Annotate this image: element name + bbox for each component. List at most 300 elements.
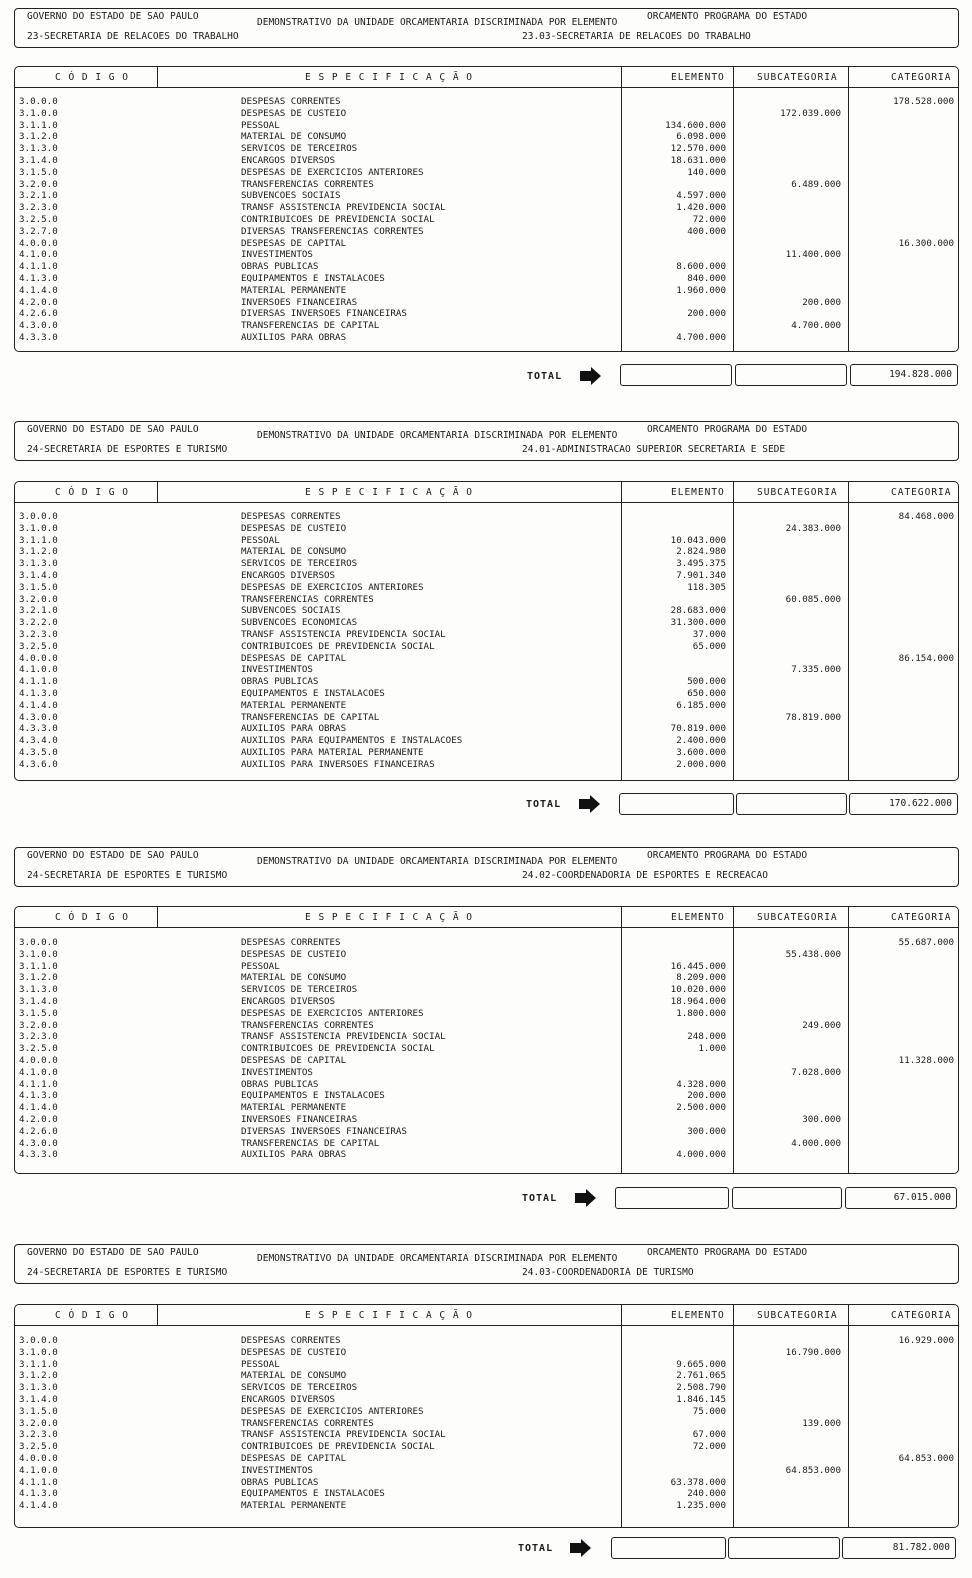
- row-elemento: 10.020.000: [670, 984, 726, 996]
- row-especificacao: DESPESAS DE CAPITAL: [241, 1055, 347, 1066]
- row-elemento: 8.600.000: [676, 261, 726, 273]
- row-code: 3.0.0.0: [19, 511, 58, 522]
- row-elemento: 8.209.000: [676, 972, 726, 984]
- row-especificacao: SERVICOS DE TERCEIROS: [241, 558, 358, 570]
- table-row: [15, 1090, 958, 1102]
- report-title: DEMONSTRATIVO DA UNIDADE ORCAMENTARIA DISCRIMINADA POR ELEMENTO: [257, 430, 618, 441]
- table-row: [15, 535, 958, 547]
- row-especificacao: PESSOAL: [241, 1358, 280, 1370]
- row-elemento: 2.508.790: [676, 1382, 726, 1394]
- row-code: 3.2.3.0: [19, 1429, 58, 1441]
- row-code: 4.1.3.0: [19, 688, 58, 699]
- row-especificacao: MATERIAL DE CONSUMO: [241, 972, 347, 984]
- row-code: 3.2.5.0: [19, 1043, 58, 1055]
- row-subcategoria: 55.438.000: [785, 948, 841, 960]
- table-row: [15, 688, 958, 700]
- row-code: 4.3.0.0: [19, 320, 58, 332]
- table-row: [15, 653, 958, 665]
- table-row: [15, 582, 958, 594]
- table-row: [15, 1031, 958, 1043]
- row-elemento: 2.500.000: [676, 1102, 726, 1114]
- total-box: [845, 1187, 957, 1209]
- row-especificacao: MATERIAL DE CONSUMO: [241, 1370, 347, 1382]
- total-sub-box: [732, 1187, 842, 1209]
- row-code: 4.1.1.0: [19, 261, 58, 273]
- table-row: [15, 1500, 958, 1512]
- row-especificacao: DIVERSAS TRANSFERENCIAS CORRENTES: [241, 225, 424, 237]
- row-especificacao: AUXILIOS PARA OBRAS: [241, 723, 347, 735]
- row-code: 3.1.4.0: [19, 155, 58, 166]
- row-elemento: 9.665.000: [676, 1358, 726, 1370]
- total-elemento-box: [611, 1537, 726, 1559]
- row-elemento: 1.960.000: [676, 284, 726, 296]
- row-especificacao: INVESTIMENTOS: [241, 1464, 313, 1476]
- row-code: 3.1.4.0: [19, 1394, 58, 1405]
- row-especificacao: INVERSOES FINANCEIRAS: [241, 1114, 358, 1125]
- row-especificacao: TRANSF ASSISTENCIA PREVIDENCIA SOCIAL: [241, 629, 446, 640]
- row-code: 4.0.0.0: [19, 237, 58, 249]
- row-code: 4.2.0.0: [19, 296, 58, 308]
- row-code: 4.3.3.0: [19, 723, 58, 735]
- row-code: 3.1.0.0: [19, 522, 58, 534]
- table-row: [15, 676, 958, 688]
- section-header: [14, 847, 959, 887]
- row-categoria: 16.929.000: [898, 1335, 954, 1346]
- row-especificacao: PESSOAL: [241, 960, 280, 972]
- row-elemento: 1.846.145: [676, 1394, 726, 1405]
- row-especificacao: MATERIAL PERMANENTE: [241, 1500, 347, 1512]
- row-elemento: 31.300.000: [670, 617, 726, 629]
- total-value: 170.622.000: [889, 798, 952, 809]
- row-elemento: 65.000: [692, 640, 726, 652]
- row-subcategoria: 7.335.000: [791, 664, 841, 676]
- row-categoria: 11.328.000: [898, 1055, 954, 1066]
- row-elemento: 18.631.000: [670, 155, 726, 166]
- row-code: 3.2.3.0: [19, 1031, 58, 1043]
- total-sub-box: [735, 364, 847, 386]
- row-code: 4.1.0.0: [19, 664, 58, 676]
- table-row: [15, 120, 958, 132]
- row-especificacao: TRANSF ASSISTENCIA PREVIDENCIA SOCIAL: [241, 1429, 446, 1441]
- row-code: 3.2.3.0: [19, 202, 58, 214]
- row-elemento: 1.420.000: [676, 202, 726, 214]
- col-subcategoria: SUBCATEGORIA: [757, 1310, 838, 1321]
- row-elemento: 72.000: [692, 214, 726, 225]
- budget-program-title: ORCAMENTO PROGRAMA DO ESTADO: [647, 11, 808, 22]
- table-row: [15, 949, 958, 961]
- row-code: 4.3.0.0: [19, 711, 58, 723]
- row-especificacao: AUXILIOS PARA OBRAS: [241, 1149, 347, 1161]
- budget-table: [14, 906, 959, 1174]
- table-row: [15, 1418, 958, 1430]
- row-especificacao: TRANSFERENCIAS DE CAPITAL: [241, 1137, 380, 1149]
- government-title: GOVERNO DO ESTADO DE SAO PAULO: [27, 424, 199, 435]
- row-especificacao: DESPESAS DE EXERCICIOS ANTERIORES: [241, 1405, 424, 1417]
- row-code: 4.1.3.0: [19, 273, 58, 284]
- row-categoria: 178.528.000: [893, 96, 954, 107]
- row-especificacao: DESPESAS DE CUSTEIO: [241, 522, 347, 534]
- col-categoria: CATEGORIA: [891, 1310, 952, 1321]
- table-row: [15, 1370, 958, 1382]
- row-especificacao: DIVERSAS INVERSOES FINANCEIRAS: [241, 1125, 407, 1137]
- row-especificacao: SUBVENCOES SOCIAIS: [241, 605, 341, 617]
- row-code: 4.0.0.0: [19, 1453, 58, 1464]
- total-sub-box: [736, 793, 847, 815]
- row-especificacao: INVERSOES FINANCEIRAS: [241, 296, 358, 308]
- government-title: GOVERNO DO ESTADO DE SAO PAULO: [27, 850, 199, 861]
- row-code: 3.2.0.0: [19, 1417, 58, 1429]
- row-elemento: 2.761.065: [676, 1370, 726, 1382]
- table-row: [15, 1429, 958, 1441]
- table-row: [15, 190, 958, 202]
- row-especificacao: DESPESAS DE EXERCICIOS ANTERIORES: [241, 1007, 424, 1019]
- table-row: [15, 143, 958, 155]
- row-code: 3.2.1.0: [19, 190, 58, 202]
- row-code: 4.1.0.0: [19, 1464, 58, 1476]
- row-elemento: 200.000: [687, 308, 726, 320]
- row-code: 3.1.2.0: [19, 131, 58, 143]
- row-subcategoria: 4.000.000: [791, 1137, 841, 1149]
- row-especificacao: INVESTIMENTOS: [241, 664, 313, 676]
- total-label: TOTAL: [526, 799, 562, 810]
- table-row: [15, 605, 958, 617]
- row-especificacao: DESPESAS DE CUSTEIO: [241, 107, 347, 119]
- row-code: 3.1.5.0: [19, 1007, 58, 1019]
- table-row: [15, 131, 958, 143]
- row-especificacao: EQUIPAMENTOS E INSTALACOES: [241, 1488, 385, 1500]
- row-subcategoria: 200.000: [802, 296, 841, 308]
- report-title: DEMONSTRATIVO DA UNIDADE ORCAMENTARIA DISCRIMINADA POR ELEMENTO: [257, 17, 618, 28]
- row-especificacao: CONTRIBUICOES DE PREVIDENCIA SOCIAL: [241, 1043, 435, 1055]
- section-header: [14, 421, 959, 461]
- row-code: 4.1.4.0: [19, 284, 58, 296]
- row-especificacao: TRANSFERENCIAS CORRENTES: [241, 593, 374, 605]
- row-especificacao: DESPESAS DE CAPITAL: [241, 652, 347, 664]
- row-especificacao: DESPESAS DE CAPITAL: [241, 1453, 347, 1464]
- table-row: [15, 712, 958, 724]
- row-especificacao: DESPESAS CORRENTES: [241, 96, 341, 107]
- row-code: 3.1.1.0: [19, 1358, 58, 1370]
- table-row: [15, 1335, 958, 1347]
- row-subcategoria: 64.853.000: [785, 1464, 841, 1476]
- table-row: [15, 155, 958, 167]
- row-especificacao: TRANSFERENCIAS CORRENTES: [241, 178, 374, 190]
- table-row: [15, 167, 958, 179]
- table-row: [15, 249, 958, 261]
- row-especificacao: SERVICOS DE TERCEIROS: [241, 1382, 358, 1394]
- unit-name: 24.03-COORDENADORIA DE TURISMO: [522, 1267, 694, 1278]
- row-especificacao: TRANSFERENCIAS DE CAPITAL: [241, 711, 380, 723]
- table-row: [15, 511, 958, 523]
- row-code: 4.1.0.0: [19, 249, 58, 261]
- row-elemento: 16.445.000: [670, 960, 726, 972]
- row-code: 3.1.1.0: [19, 534, 58, 546]
- secretaria-name: 24-SECRETARIA DE ESPORTES E TURISMO: [27, 444, 228, 455]
- unit-name: 24.02-COORDENADORIA DE ESPORTES E RECREACAO: [522, 870, 768, 881]
- row-code: 3.1.5.0: [19, 166, 58, 178]
- secretaria-name: 24-SECRETARIA DE ESPORTES E TURISMO: [27, 870, 228, 881]
- row-especificacao: CONTRIBUICOES DE PREVIDENCIA SOCIAL: [241, 640, 435, 652]
- row-especificacao: CONTRIBUICOES DE PREVIDENCIA SOCIAL: [241, 1441, 435, 1453]
- row-subcategoria: 16.790.000: [785, 1346, 841, 1358]
- table-row: [15, 747, 958, 759]
- row-code: 4.3.3.0: [19, 1149, 58, 1161]
- row-especificacao: DESPESAS DE CUSTEIO: [241, 1346, 347, 1358]
- table-row: [15, 558, 958, 570]
- report-title: DEMONSTRATIVO DA UNIDADE ORCAMENTARIA DISCRIMINADA POR ELEMENTO: [257, 856, 618, 867]
- row-especificacao: TRANSFERENCIAS CORRENTES: [241, 1019, 374, 1031]
- government-title: GOVERNO DO ESTADO DE SAO PAULO: [27, 11, 199, 22]
- row-especificacao: DESPESAS CORRENTES: [241, 937, 341, 948]
- table-row: [15, 1114, 958, 1126]
- row-elemento: 70.819.000: [670, 723, 726, 735]
- row-code: 3.1.4.0: [19, 996, 58, 1007]
- table-row: [15, 937, 958, 949]
- col-elemento: ELEMENTO: [671, 72, 725, 83]
- row-subcategoria: 7.028.000: [791, 1066, 841, 1078]
- row-code: 4.1.1.0: [19, 1476, 58, 1488]
- row-elemento: 200.000: [687, 1090, 726, 1102]
- secretaria-name: 24-SECRETARIA DE ESPORTES E TURISMO: [27, 1267, 228, 1278]
- row-especificacao: AUXILIOS PARA MATERIAL PERMANENTE: [241, 747, 424, 758]
- row-especificacao: AUXILIOS PARA EQUIPAMENTOS E INSTALACOES: [241, 735, 463, 747]
- row-code: 3.1.3.0: [19, 984, 58, 996]
- row-especificacao: ENCARGOS DIVERSOS: [241, 155, 336, 166]
- col-elemento: ELEMENTO: [671, 912, 725, 923]
- row-especificacao: PESSOAL: [241, 534, 280, 546]
- row-elemento: 28.683.000: [670, 605, 726, 617]
- row-especificacao: AUXILIOS PARA INVERSOES FINANCEIRAS: [241, 758, 435, 770]
- col-elemento: ELEMENTO: [671, 1310, 725, 1321]
- table-row: [15, 308, 958, 320]
- table-row: [15, 1347, 958, 1359]
- col-codigo: C Ó D I G O: [55, 1310, 129, 1321]
- total-label: TOTAL: [522, 1193, 558, 1204]
- table-row: [15, 1102, 958, 1114]
- table-row: [15, 261, 958, 273]
- table-row: [15, 996, 958, 1008]
- table-row: [15, 723, 958, 735]
- table-row: [15, 332, 958, 344]
- col-categoria: CATEGORIA: [891, 912, 952, 923]
- row-code: 4.3.4.0: [19, 735, 58, 747]
- row-especificacao: DESPESAS DE CAPITAL: [241, 237, 347, 249]
- row-code: 4.2.0.0: [19, 1114, 58, 1125]
- row-subcategoria: 172.039.000: [780, 107, 841, 119]
- row-code: 4.1.0.0: [19, 1066, 58, 1078]
- budget-table: [14, 1304, 959, 1528]
- total-sub-box: [728, 1537, 840, 1559]
- row-code: 3.1.1.0: [19, 119, 58, 131]
- row-especificacao: MATERIAL PERMANENTE: [241, 699, 347, 711]
- row-code: 4.3.0.0: [19, 1137, 58, 1149]
- table-row: [15, 735, 958, 747]
- row-especificacao: ENCARGOS DIVERSOS: [241, 996, 336, 1007]
- total-box: [849, 793, 958, 815]
- total-elemento-box: [620, 364, 732, 386]
- row-especificacao: SUBVENCOES SOCIAIS: [241, 190, 341, 202]
- table-row: [15, 285, 958, 297]
- total-elemento-box: [619, 793, 734, 815]
- budget-table: [14, 481, 959, 781]
- row-code: 4.3.6.0: [19, 758, 58, 770]
- unit-name: 24.01-ADMINISTRACAO SUPERIOR SECRETARIA E SEDE: [522, 444, 786, 455]
- row-elemento: 1.800.000: [676, 1007, 726, 1019]
- row-especificacao: SERVICOS DE TERCEIROS: [241, 984, 358, 996]
- row-code: 3.1.0.0: [19, 948, 58, 960]
- row-elemento: 1.235.000: [676, 1500, 726, 1512]
- row-elemento: 4.700.000: [676, 332, 726, 343]
- table-row: [15, 1488, 958, 1500]
- row-especificacao: TRANSF ASSISTENCIA PREVIDENCIA SOCIAL: [241, 1031, 446, 1043]
- row-code: 3.2.5.0: [19, 640, 58, 652]
- row-especificacao: OBRAS PUBLICAS: [241, 676, 319, 688]
- row-elemento: 67.000: [692, 1429, 726, 1441]
- row-code: 4.1.4.0: [19, 1500, 58, 1512]
- col-codigo: C Ó D I G O: [55, 912, 129, 923]
- table-row: [15, 759, 958, 771]
- total-value: 67.015.000: [893, 1192, 951, 1203]
- row-elemento: 3.600.000: [676, 747, 726, 758]
- row-especificacao: TRANSFERENCIAS DE CAPITAL: [241, 320, 380, 332]
- table-row: [15, 238, 958, 250]
- row-code: 4.1.1.0: [19, 1078, 58, 1090]
- row-especificacao: SUBVENCOES ECONOMICAS: [241, 617, 358, 629]
- table-row: [15, 214, 958, 226]
- table-row: [15, 1055, 958, 1067]
- table-row: [15, 1043, 958, 1055]
- row-especificacao: AUXILIOS PARA OBRAS: [241, 332, 347, 343]
- col-especificacao: E S P E C I F I C A Ç Ã O: [305, 1310, 473, 1321]
- row-code: 4.1.1.0: [19, 676, 58, 688]
- row-especificacao: DIVERSAS INVERSOES FINANCEIRAS: [241, 308, 407, 320]
- row-code: 3.1.3.0: [19, 1382, 58, 1394]
- col-especificacao: E S P E C I F I C A Ç Ã O: [305, 912, 473, 923]
- table-row: [15, 546, 958, 558]
- row-code: 3.2.5.0: [19, 1441, 58, 1453]
- row-elemento: 75.000: [692, 1405, 726, 1417]
- row-code: 3.2.0.0: [19, 1019, 58, 1031]
- table-row: [15, 1441, 958, 1453]
- table-row: [15, 108, 958, 120]
- table-row: [15, 570, 958, 582]
- row-elemento: 4.328.000: [676, 1078, 726, 1090]
- row-elemento: 400.000: [687, 225, 726, 237]
- table-row: [15, 664, 958, 676]
- row-especificacao: PESSOAL: [241, 119, 280, 131]
- table-row: [15, 297, 958, 309]
- row-subcategoria: 300.000: [802, 1114, 841, 1125]
- row-code: 3.2.7.0: [19, 225, 58, 237]
- row-elemento: 118.305: [687, 581, 726, 593]
- table-row: [15, 1359, 958, 1371]
- table-row: [15, 96, 958, 108]
- row-especificacao: DESPESAS DE EXERCICIOS ANTERIORES: [241, 166, 424, 178]
- row-code: 3.1.2.0: [19, 972, 58, 984]
- col-subcategoria: SUBCATEGORIA: [757, 912, 838, 923]
- col-subcategoria: SUBCATEGORIA: [757, 487, 838, 498]
- row-especificacao: TRANSFERENCIAS CORRENTES: [241, 1417, 374, 1429]
- row-code: 3.0.0.0: [19, 1335, 58, 1346]
- table-row: [15, 1406, 958, 1418]
- col-subcategoria: SUBCATEGORIA: [757, 72, 838, 83]
- row-especificacao: OBRAS PUBLICAS: [241, 261, 319, 273]
- row-code: 3.2.2.0: [19, 617, 58, 629]
- table-row: [15, 1149, 958, 1161]
- row-code: 3.1.1.0: [19, 960, 58, 972]
- row-elemento: 248.000: [687, 1031, 726, 1043]
- row-elemento: 840.000: [687, 273, 726, 284]
- row-elemento: 1.000: [698, 1043, 726, 1055]
- table-row: [15, 1067, 958, 1079]
- section-header: [14, 8, 959, 48]
- total-value: 81.782.000: [892, 1542, 950, 1553]
- row-especificacao: SERVICOS DE TERCEIROS: [241, 143, 358, 155]
- row-especificacao: MATERIAL DE CONSUMO: [241, 546, 347, 558]
- row-subcategoria: 4.700.000: [791, 320, 841, 332]
- unit-name: 23.03-SECRETARIA DE RELACOES DO TRABALHO: [522, 31, 751, 42]
- row-elemento: 3.495.375: [676, 558, 726, 570]
- report-title: DEMONSTRATIVO DA UNIDADE ORCAMENTARIA DISCRIMINADA POR ELEMENTO: [257, 1253, 618, 1264]
- row-code: 3.1.5.0: [19, 581, 58, 593]
- col-elemento: ELEMENTO: [671, 487, 725, 498]
- row-categoria: 64.853.000: [898, 1453, 954, 1464]
- table-row: [15, 1138, 958, 1150]
- table-row: [15, 1382, 958, 1394]
- row-code: 4.3.5.0: [19, 747, 58, 758]
- row-elemento: 4.000.000: [676, 1149, 726, 1161]
- row-especificacao: MATERIAL PERMANENTE: [241, 284, 347, 296]
- row-code: 3.1.3.0: [19, 143, 58, 155]
- row-subcategoria: 11.400.000: [785, 249, 841, 261]
- row-elemento: 7.901.340: [676, 570, 726, 581]
- government-title: GOVERNO DO ESTADO DE SAO PAULO: [27, 1247, 199, 1258]
- row-elemento: 2.824.980: [676, 546, 726, 558]
- row-especificacao: DESPESAS CORRENTES: [241, 511, 341, 522]
- row-elemento: 240.000: [687, 1488, 726, 1500]
- row-code: 4.1.3.0: [19, 1488, 58, 1500]
- row-subcategoria: 6.489.000: [791, 178, 841, 190]
- table-row: [15, 226, 958, 238]
- row-code: 3.1.5.0: [19, 1405, 58, 1417]
- row-code: 4.1.3.0: [19, 1090, 58, 1102]
- row-especificacao: INVESTIMENTOS: [241, 249, 313, 261]
- table-row: [15, 617, 958, 629]
- row-code: 3.1.0.0: [19, 107, 58, 119]
- row-especificacao: INVESTIMENTOS: [241, 1066, 313, 1078]
- row-especificacao: ENCARGOS DIVERSOS: [241, 1394, 336, 1405]
- row-categoria: 16.300.000: [898, 237, 954, 249]
- row-categoria: 84.468.000: [898, 511, 954, 522]
- row-subcategoria: 78.819.000: [785, 711, 841, 723]
- table-row: [15, 523, 958, 535]
- row-especificacao: OBRAS PUBLICAS: [241, 1476, 319, 1488]
- row-categoria: 86.154.000: [898, 652, 954, 664]
- row-elemento: 134.600.000: [665, 119, 726, 131]
- row-elemento: 300.000: [687, 1125, 726, 1137]
- row-code: 3.1.0.0: [19, 1346, 58, 1358]
- budget-program-title: ORCAMENTO PROGRAMA DO ESTADO: [647, 424, 808, 435]
- row-especificacao: ENCARGOS DIVERSOS: [241, 570, 336, 581]
- row-code: 4.2.6.0: [19, 308, 58, 320]
- row-especificacao: TRANSF ASSISTENCIA PREVIDENCIA SOCIAL: [241, 202, 446, 214]
- row-elemento: 2.000.000: [676, 758, 726, 770]
- row-elemento: 650.000: [687, 688, 726, 699]
- row-especificacao: EQUIPAMENTOS E INSTALACOES: [241, 1090, 385, 1102]
- row-especificacao: EQUIPAMENTOS E INSTALACOES: [241, 273, 385, 284]
- col-codigo: C Ó D I G O: [55, 72, 129, 83]
- row-code: 4.0.0.0: [19, 1055, 58, 1066]
